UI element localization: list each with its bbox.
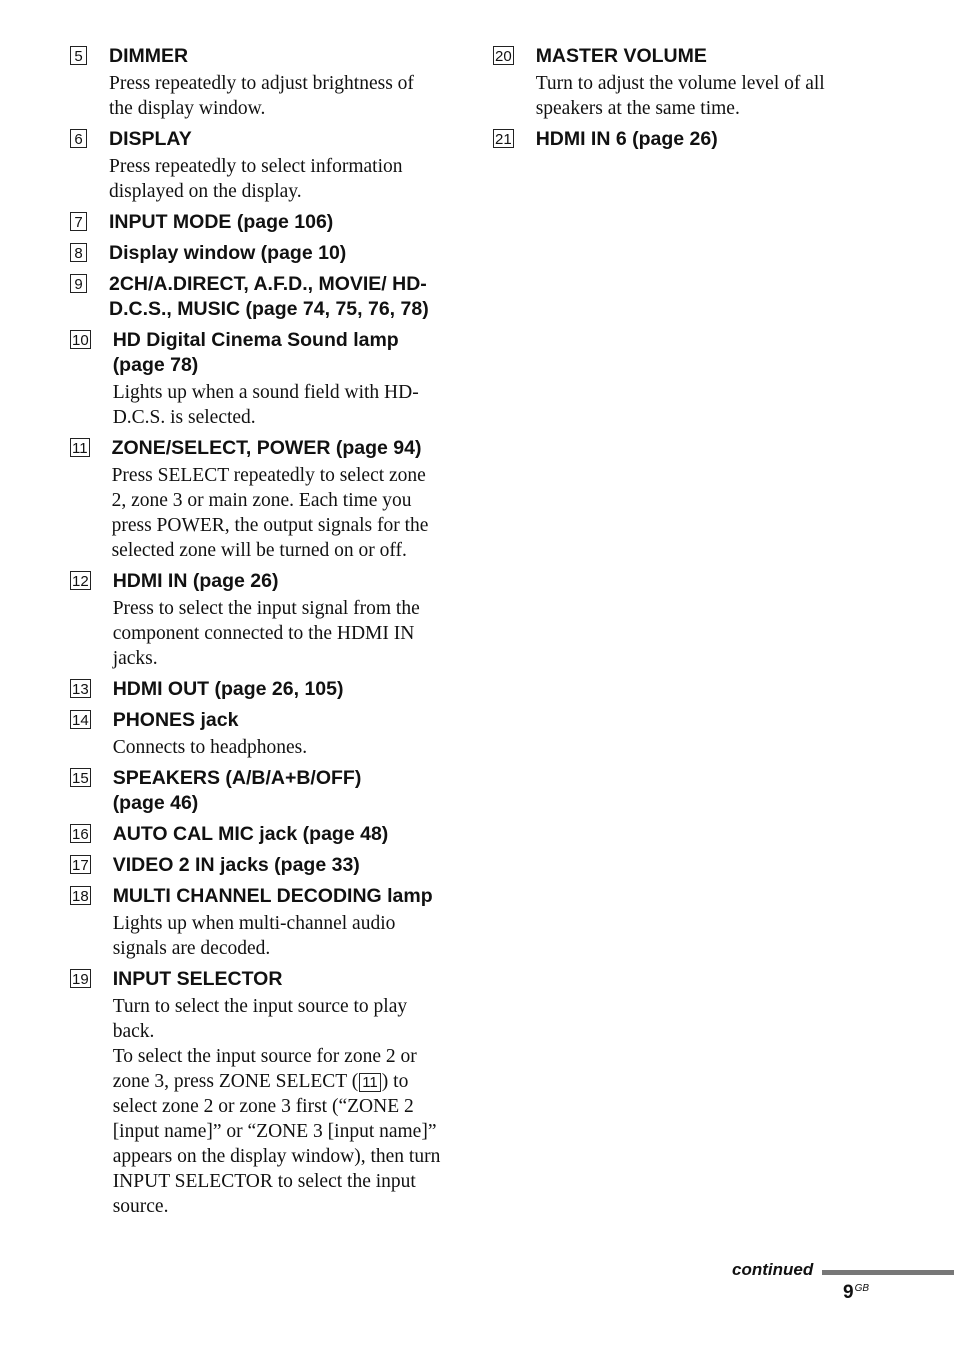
list-item — [70, 708, 450, 760]
item-number: 13 — [72, 681, 89, 698]
item-description: Press to select the input signal from the component connected to the HDMI IN jacks. — [112, 598, 420, 669]
item-heading: PHONES jack — [112, 709, 239, 731]
item-number: 7 — [70, 212, 87, 231]
item-body — [113, 853, 450, 878]
item-heading: HDMI IN (page 26) — [112, 570, 279, 592]
item-heading: INPUT SELECTOR — [112, 968, 283, 990]
item-body — [113, 822, 450, 847]
item-description: Press repeatedly to select information displayed on the display. — [109, 156, 403, 202]
item-number: 5 — [70, 46, 87, 65]
item-body — [113, 884, 450, 961]
item-number: 12 — [72, 573, 89, 590]
item-description: Press repeatedly to adjust brightness of the display window. — [109, 73, 414, 119]
list-item — [70, 766, 450, 816]
item-body — [113, 569, 450, 671]
item-heading: MULTI CHANNEL DECODING lamp — [112, 885, 433, 907]
item-body — [113, 708, 450, 760]
item-heading: 2CH/A.DIRECT, A.F.D., MOVIE/ HD-D.C.S., MUSIC (page 74, 75, 76, 78) — [109, 273, 429, 320]
list-item — [70, 272, 450, 322]
item-number: 10 — [72, 332, 89, 349]
item-heading: Display window (page 10) — [109, 242, 347, 264]
item-number: 11 — [72, 440, 88, 457]
item-heading: DIMMER — [109, 45, 189, 67]
item-heading: AUTO CAL MIC jack (page 48) — [112, 823, 389, 845]
item-body — [109, 44, 450, 121]
item-description: Press SELECT repeatedly to select zone 2, zone 3 or main zone. Each time you press POWER, the output signals for the selected zone will be turned on or off. — [111, 465, 429, 561]
item-heading: HDMI IN 6 (page 26) — [535, 128, 718, 150]
list-item — [70, 677, 450, 702]
item-heading: SPEAKERS (A/B/A+B/OFF) (page 46) — [112, 767, 362, 814]
item-heading: HD Digital Cinema Sound lamp (page 78) — [112, 329, 399, 376]
item-number: 19 — [72, 971, 89, 988]
description-part: ) to select zone 2 or zone 3 first (“ZONE 2 [input name]” or “ZONE 3 [input name]” appears on the display window), then turn INPUT SELECTOR to select the input source. — [112, 1071, 441, 1217]
item-reference: 11 — [359, 1073, 381, 1092]
item-body — [109, 210, 450, 235]
item-body — [112, 436, 450, 563]
description-part: Turn to select the input source to play back. To select the input source for zone 2 or zone 3, press ZONE SELECT ( — [112, 996, 417, 1092]
list-item — [70, 44, 450, 121]
continued-label: continued — [732, 1260, 814, 1279]
item-heading: VIDEO 2 IN jacks (page 33) — [112, 854, 360, 876]
left-column — [70, 44, 450, 1225]
list-item — [493, 127, 853, 152]
item-number: 15 — [72, 770, 89, 787]
list-item — [70, 127, 450, 204]
item-body — [109, 127, 450, 204]
page-number-suffix: GB — [854, 1282, 870, 1294]
item-body — [109, 272, 450, 322]
list-item — [70, 967, 450, 1219]
item-number: 9 — [70, 274, 87, 293]
item-body — [113, 677, 450, 702]
page-number-value: 9 — [843, 1282, 854, 1303]
item-body — [536, 127, 853, 152]
item-number: 6 — [70, 129, 87, 148]
item-heading: INPUT MODE (page 106) — [109, 211, 334, 233]
list-item — [70, 569, 450, 671]
item-description: Turn to adjust the volume level of all speakers at the same time. — [535, 73, 825, 119]
page-number — [843, 1282, 869, 1304]
item-description: Lights up when multi-channel audio signals are decoded. — [112, 913, 396, 959]
item-body — [536, 44, 853, 121]
item-heading: ZONE/SELECT, POWER (page 94) — [111, 437, 422, 459]
item-heading: HDMI OUT (page 26, 105) — [112, 678, 344, 700]
list-item — [70, 328, 450, 430]
item-description: Connects to headphones. — [112, 737, 308, 758]
item-body — [113, 328, 450, 430]
list-item — [70, 210, 450, 235]
item-heading: MASTER VOLUME — [535, 45, 707, 67]
list-item — [70, 436, 450, 563]
list-item — [70, 241, 450, 266]
list-item — [70, 822, 450, 847]
item-number: 18 — [72, 888, 89, 905]
list-item — [493, 44, 853, 121]
list-item — [70, 884, 450, 961]
item-number: 20 — [495, 48, 512, 65]
item-body — [113, 766, 450, 816]
item-number: 8 — [70, 243, 87, 262]
item-body — [109, 241, 450, 266]
item-description — [113, 994, 450, 1219]
item-number: 17 — [72, 857, 89, 874]
list-item — [70, 853, 450, 878]
continued-bar — [822, 1270, 954, 1275]
item-number: 14 — [72, 712, 89, 729]
item-number: 21 — [495, 131, 512, 148]
item-body — [113, 967, 450, 1219]
item-description: Lights up when a sound field with HD- D.C.S. is selected. — [112, 382, 419, 428]
item-heading: DISPLAY — [109, 128, 192, 150]
item-number: 16 — [72, 826, 89, 843]
right-column — [493, 44, 853, 158]
